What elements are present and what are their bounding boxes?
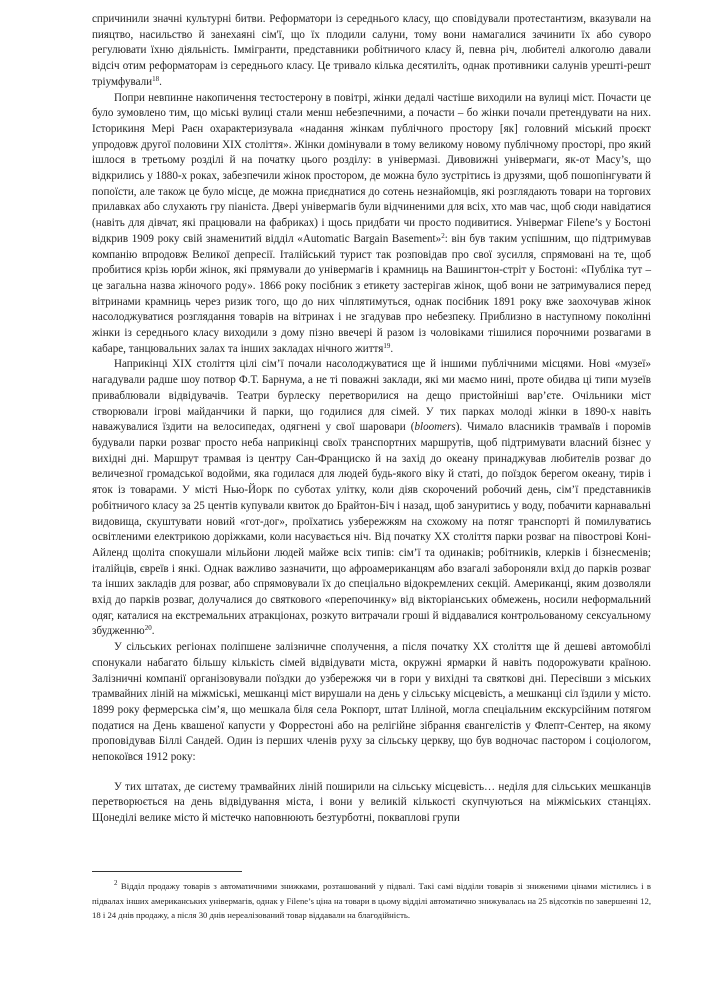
paragraph-text: Попри невпинне накопичення тестостерону в повітрі, жінки дедалі частіше виходили на вулиці міст. Почасти це було зумовлено тим, що міські вулиці стали менш небезпечними, а почасти – бо жінки почали претендувати на них. Історикиня Мері Раєн охарактеризувала «надання жінкам публічного простору [як] головний міський проєкт упродовж другої половини XIX століття». Жінки домінували в тому великому новому публічному просторі, про який ішлося в третьому розділі й на початку цього розділу: в універмазі. Дивовижні універмаги, як-от Macy’s, що відкрились у 1880-х роках, забезпечили жінок простором, де можна було зустрітись із друзями, щоб пошопінгувати й попоїсти, але також це було місце, де можна приєднатися до сотень незнайомців, які розглядають товари на торгових прилавках або слухають гру піаніста. Двері універмагів були відчиненими для всіх, хто мав час, щоб сюди навідатися (навіть для дівчат, які працювали на фабриках) і щось придбати чи просто подивитися. Універмаг Filene’s у Бостоні відкрив 1909 року свій знаменитий відділ «Automatic Bargain Basement» [92, 91, 651, 245]
body-text [92, 12, 651, 766]
footnote-marker: 2 [114, 879, 118, 887]
footnote [92, 879, 651, 923]
paragraph [92, 357, 651, 640]
footnote-reference: 20 [144, 624, 152, 633]
paragraph-text: спричинили значні культурні битви. Реформатори із середнього класу, що сповідували протестантизм, вказували на пияцтво, насильство й занехаяні сім'ї, що їх плодили салуни, тому вони намагалися зачинити їх або суворо регулювати їхню діяльність. Іммігранти, представники робітничого класу й, певна річ, любителі алкоголю давали відсіч отим реформаторам із середнього класу. Це тривало кілька десятиліть, однак противники салунів урешті-решт тріумфували [92, 13, 651, 88]
paragraph-text: . [390, 342, 394, 355]
paragraph [92, 12, 651, 91]
paragraph-text: : він був таким успішним, що підтримував компанію впродовж Великої депресії. Італійський турист так розповідав про свої зусилля, спрямовані на те, щоб пробитися крізь юрби жінок, які прямували до універмагів і крамниць на Вашингтон-стріт у Бостоні: «Публіка тут – це загальна назва жіночого роду». 1866 року посібник з етикету застерігав жінок, щоб вони не затримувалися перед вітринами крамниць через ризик того, що до них чіплятимуться, однак посібник 1891 року вже заохочував жінок насолоджуватися розглядання товарів на вітринах і не згадував про небезпеку. Приблизно в наступному поколінні жінки із середнього класу виходили з дому пізно ввечері й разом із чоловіками тішилися порочними розвагами в кабаре, танцювальних залах та інших закладах нічного життя [92, 232, 652, 355]
footnote-reference: 19 [383, 341, 391, 350]
paragraph-text: Наприкінці XIX століття цілі сім’ї почали насолоджуватися ще й іншими публічними місцями. Нові «музеї» нагадували радше шоу потвор Ф.Т. Барнума, а не ті поважні заклади, які ми маємо нині, проте обидва ці типи музеїв приваблювали відвідувачів. Театри бурлеску перетворилися на дещо пристойніші вар’єте. Очільники міст створювали ігрові майданчики й парки, що годилися для сімей. У тих парках молоді жінки в 1890-х навіть наважувалися їздити на велосипедах, одягнені у свої шаровари ( [92, 358, 651, 434]
paragraph-text: ). Чимало власників трамваїв і поромів будували парки розваг просто неба наприкінці своїх транспортних маршрутів, щоб підтримувати власний бізнес у вихідні дні. Маршрут трамвая із центру Сан-Франциско й на захід до океану принаджував любителів розваг до величезної громадської водойми, яка годилася для людей будь-якого віку й статі, до поїздок берегом океану, тирів і яток із товарами. У місті Нью-Йорк по суботах улітку, коли діяв скорочений робочий день, сім’ї представників робітничого класу за 25 центів купували квиток до Брайтон-Біч і назад, щоб зануритись у воду, побачити карнавальні видовища, скуштувати новий «гот-дог», проїхатись узбережжям на схожому на потяг транспорті й помилуватись освітленими електрикою доріжками, коли насувається ніч. Від початку XX століття парки розваг на півострові Коні-Айленд щоліта спокушали мільйони людей майже всіх типів: сім’ї та одинаків; робітників, клерків і бізнесменів; італійців, євреїв і янкі. Однак важливо зазначити, що афроамериканцям або взагалі забороняли вхід до парків розваг та інших закладів для розваг, або спрямовували їх до спеціально відокремлених секцій. Американці, яким дозволяли вхід до парків розваг, долучалися до святкового «перепочинку» від вікторіанських обмежень, носили неформальний одяг, каталися на екстремальних атракціонах, розкуто витрачали гроші й віддавалися контрольованому сексуальному збудженню [92, 421, 651, 638]
italic-term: bloomers [414, 421, 456, 434]
footnote-reference: 18 [152, 74, 160, 83]
paragraph [92, 640, 651, 766]
paragraph-text: . [159, 75, 162, 88]
footnote-text: Відділ продажу товарів з автоматичними знижками, розташований у підвалі. Такі самі відділи товарів зі зниженими цінами містились і в підвалах інших американських універмагів, однак у Filene’s ціна на товари в цьому відділі автоматично знижувалась на 25 відсотків по завершенні 12, 18 і 24 днів продажу, а після 30 днів нереалізований товар віддавали на благодійність. [92, 881, 652, 921]
footnote-reference: 2 [441, 231, 445, 240]
paragraph [92, 91, 651, 358]
block-quote: У тих штатах, де систему трамвайних ліній поширили на сільську місцевість… неділя для сільських мешканців перетворюється на день відвідування міста, і вони у великій кількості скупчуються на міжміських станціях. Щонеділі велике місто й містечко наповнюють безтурботні, покваплові групи [92, 780, 651, 825]
paragraph-text: У сільських регіонах поліпшене залізничне сполучення, а після початку XX століття ще й дешеві автомобілі спонукали набагато більшу кількість сімей відвідувати міста, окружні ярмарки й навіть подорожувати країною. Залізничні компанії організовували поїздки до узбережжя чи в гори у вихідні та святкові дні. Пересівши з міських трамвайних ліній на міжміські, мешканці міст вирушали на день у сільську місцевість, а мешканці сіл їздили у місто. 1899 року фермерська сім’я, що мешкала біля села Рокпорт, штат Ілліной, могла спеціальним екскурсійним потягом податися на День квашеної капусти у Форрестоні або на релігійне зібрання євангелістів у Флепт-Сентер, на якому проповідував Біллі Сандей. Один із перших членів руху за сільську церкву, що був водночас пастором і соціологом, непокоївся 1912 року: [92, 641, 651, 764]
footnote-divider [92, 871, 242, 872]
paragraph-text: . [151, 625, 155, 638]
